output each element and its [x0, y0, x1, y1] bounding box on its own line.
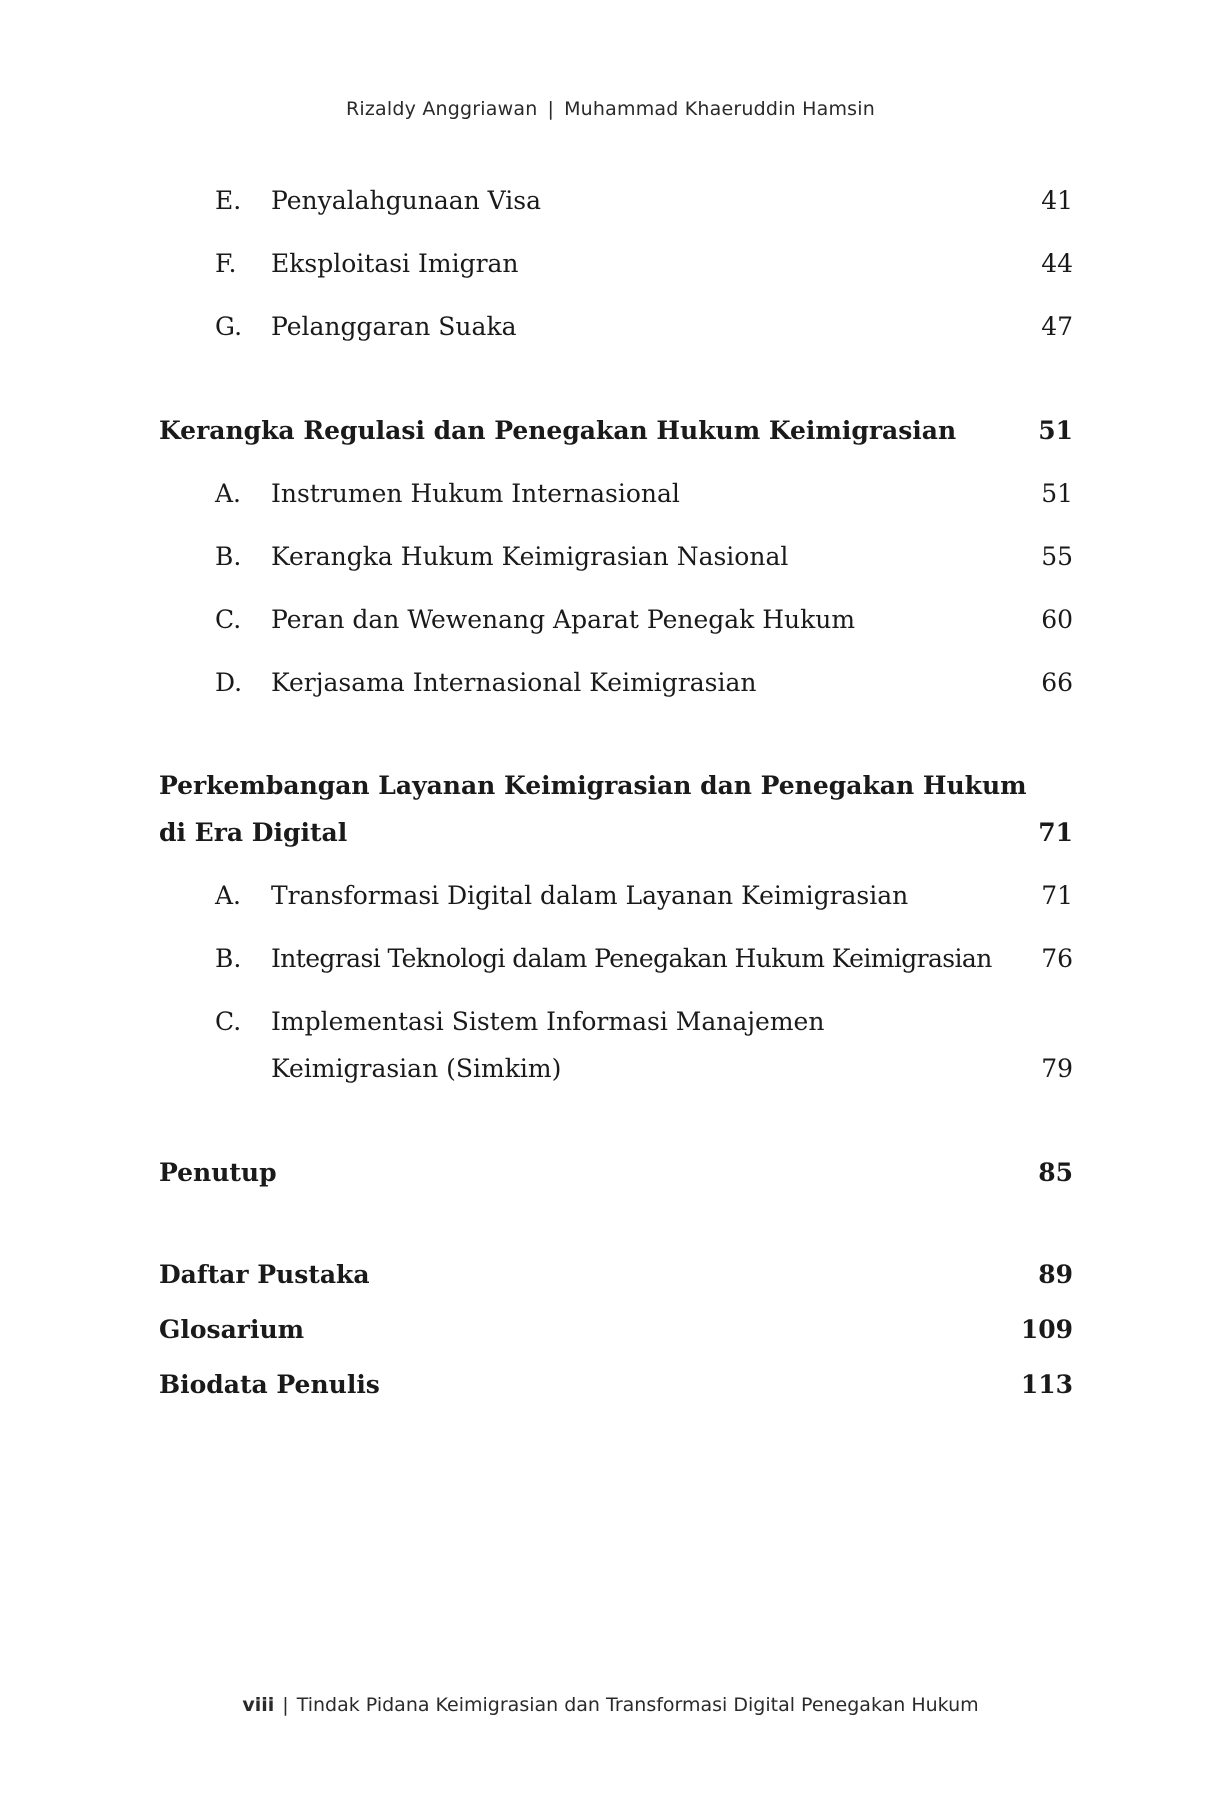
toc-chapter-daftar-pustaka[interactable]: [0, 1252, 1221, 1298]
toc-entry-letter: G.: [215, 312, 243, 341]
toc-entry-letter: F.: [215, 249, 237, 278]
toc-entry-page: 41: [1041, 186, 1073, 215]
toc-entry-title: Eksploitasi Imigran: [271, 249, 519, 278]
toc-entry-title: Kerangka Hukum Keimigrasian Nasional: [271, 542, 789, 571]
toc-chapter-title: Biodata Penulis: [159, 1370, 380, 1399]
toc-entry-implementasi-simkim-line1[interactable]: [0, 999, 1221, 1045]
running-head: [0, 98, 1221, 120]
toc-entry-letter: A.: [215, 881, 242, 910]
toc-entry-letter: C.: [215, 1007, 242, 1036]
toc-chapter-page: 89: [1038, 1260, 1073, 1289]
toc-chapter-page: 85: [1038, 1158, 1073, 1187]
toc-entry-page: 55: [1041, 542, 1073, 571]
toc-chapter-perkembangan-line1[interactable]: [0, 763, 1221, 809]
header-author-2: Muhammad Khaeruddin Hamsin: [564, 98, 875, 120]
toc-entry-page: 51: [1041, 479, 1073, 508]
toc-chapter-biodata-penulis[interactable]: [0, 1362, 1221, 1408]
toc-entry-penyalahgunaan-visa[interactable]: [0, 178, 1221, 224]
toc-entry-title: Penyalahgunaan Visa: [271, 186, 542, 215]
toc-entry-letter: E.: [215, 186, 242, 215]
toc-entry-page: 71: [1041, 881, 1073, 910]
toc-entry-page: 60: [1041, 605, 1073, 634]
toc-entry-letter: C.: [215, 605, 242, 634]
toc-chapter-title: Daftar Pustaka: [159, 1260, 370, 1289]
toc-chapter-title: Kerangka Regulasi dan Penegakan Hukum Keimigrasian: [159, 416, 957, 445]
toc-entry-eksploitasi-imigran[interactable]: [0, 241, 1221, 287]
toc-entry-kerangka-hukum-nasional[interactable]: [0, 534, 1221, 580]
toc-chapter-page: 71: [1038, 818, 1073, 847]
header-author-1: Rizaldy Anggriawan: [346, 98, 538, 120]
toc-chapter-title-continued: di Era Digital: [159, 818, 348, 847]
toc-entry-page: 66: [1041, 668, 1073, 697]
toc-entry-title: Transformasi Digital dalam Layanan Keimigrasian: [271, 881, 909, 910]
toc-entry-letter: A.: [215, 479, 242, 508]
toc-entry-title: Pelanggaran Suaka: [271, 312, 517, 341]
toc-entry-pelanggaran-suaka[interactable]: [0, 304, 1221, 350]
toc-entry-letter: B.: [215, 542, 242, 571]
toc-entry-letter: D.: [215, 668, 243, 697]
toc-chapter-penutup[interactable]: [0, 1150, 1221, 1196]
toc-entry-letter: B.: [215, 944, 242, 973]
toc-chapter-page: 113: [1020, 1370, 1073, 1399]
toc-entry-title: Kerjasama Internasional Keimigrasian: [271, 668, 757, 697]
toc-entry-page: 44: [1041, 249, 1073, 278]
header-separator: |: [547, 98, 555, 120]
toc-entry-kerjasama-internasional[interactable]: [0, 660, 1221, 706]
toc-entry-page: 79: [1041, 1054, 1073, 1083]
toc-entry-integrasi-teknologi[interactable]: [0, 936, 1221, 982]
toc-entry-title: Integrasi Teknologi dalam Penegakan Hukum Keimigrasian: [271, 944, 992, 973]
footer-separator: |: [282, 1694, 289, 1716]
toc-chapter-glosarium[interactable]: [0, 1307, 1221, 1353]
toc-entry-title: Peran dan Wewenang Aparat Penegak Hukum: [271, 605, 856, 634]
toc-chapter-title: Penutup: [159, 1158, 277, 1187]
page-footer: [0, 1694, 1221, 1716]
toc-chapter-page: 51: [1038, 416, 1073, 445]
toc-chapter-kerangka-regulasi[interactable]: [0, 408, 1221, 454]
toc-entry-title: Instrumen Hukum Internasional: [271, 479, 680, 508]
toc-chapter-title: Perkembangan Layanan Keimigrasian dan Penegakan Hukum: [159, 771, 1027, 800]
book-title: Tindak Pidana Keimigrasian dan Transformasi Digital Penegakan Hukum: [296, 1694, 979, 1716]
toc-entry-title-continued: Keimigrasian (Simkim): [271, 1054, 562, 1083]
page-number: viii: [242, 1694, 275, 1716]
toc-chapter-title: Glosarium: [159, 1315, 305, 1344]
toc-entry-title: Implementasi Sistem Informasi Manajemen: [271, 1007, 825, 1036]
toc-entry-page: 76: [1041, 944, 1073, 973]
toc-entry-implementasi-simkim-line2[interactable]: [0, 1046, 1221, 1092]
toc-entry-instrumen-hukum[interactable]: [0, 471, 1221, 517]
toc-entry-page: 47: [1041, 312, 1073, 341]
toc-chapter-perkembangan-line2[interactable]: [0, 810, 1221, 856]
toc-chapter-page: 109: [1020, 1315, 1073, 1344]
toc-entry-peran-wewenang[interactable]: [0, 597, 1221, 643]
toc-entry-transformasi-digital[interactable]: [0, 873, 1221, 919]
